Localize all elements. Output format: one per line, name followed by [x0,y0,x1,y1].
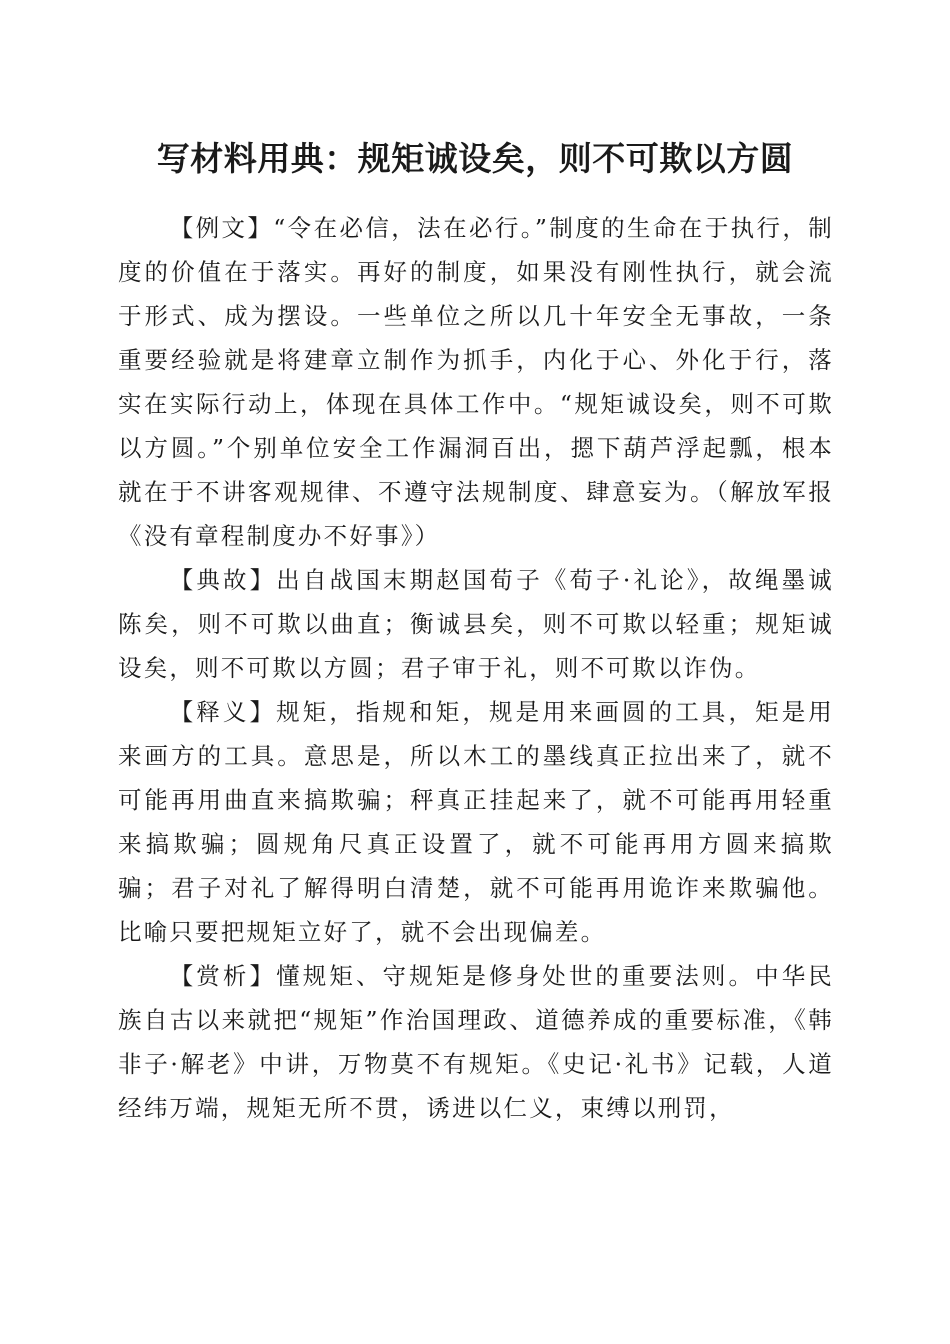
document-body [118,206,834,1130]
paragraph-appreciation: 【赏析】懂规矩、守规矩是修身处世的重要法则。中华民族自古以来就把“规矩”作治国理政、道德养成的重要标准，《韩非子·解老》中讲，万物莫不有规矩。《史记·礼书》记载，人道经纬万端，规矩无所不贯，诱进以仁义，束缚以刑罚， [118,962,834,1122]
document-title: 写材料用典：规矩诚设矣，则不可欺以方圆 [156,139,794,178]
paragraph-meaning: 【释义】规矩，指规和矩，规是用来画圆的工具，矩是用来画方的工具。意思是，所以木工的墨线真正拉出来了，就不可能再用曲直来搞欺骗；秤真正挂起来了，就不可能再用轻重来搞欺骗；圆规角尺真正设置了，就不可能再用方圆来搞欺骗；君子对礼了解得明白清楚，就不可能再用诡诈来欺骗他。比喻只要把规矩立好了，就不会出现偏差。 [118,698,834,946]
paragraph-example: 【例文】“令在必信，法在必行。”制度的生命在于执行，制度的价值在于落实。再好的制度，如果没有刚性执行，就会流于形式、成为摆设。一些单位之所以几十年安全无事故，一条重要经验就是将建章立制作为抓手，内化于心、外化于行，落实在实际行动上，体现在具体工作中。“规矩诚设矣，则不可欺以方圆。”个别单位安全工作漏洞百出，摁下葫芦浮起瓢，根本就在于不讲客观规律、不遵守法规制度、肆意妄为。（解放军报《没有章程制度办不好事》） [118,214,834,550]
paragraph-allusion: 【典故】出自战国末期赵国荀子《荀子·礼论》，故绳墨诚陈矣，则不可欺以曲直；衡诚县矣，则不可欺以轻重；规矩诚设矣，则不可欺以方圆；君子审于礼，则不可欺以诈伪。 [118,566,834,682]
